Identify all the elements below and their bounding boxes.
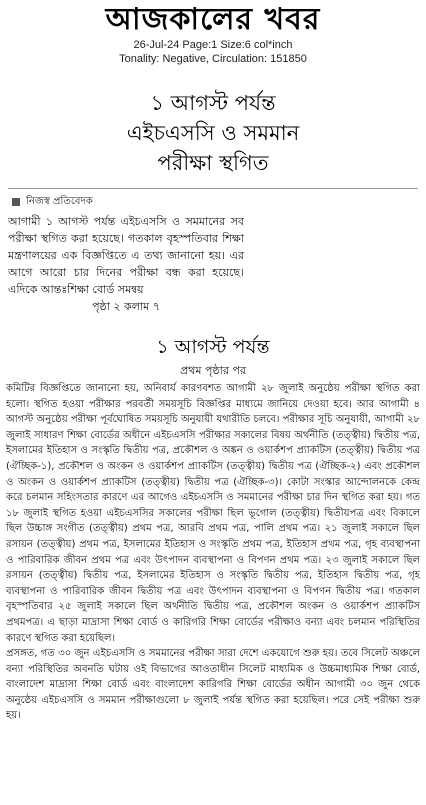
continued-note: পৃষ্ঠা ২ কলাম ৭ (92, 300, 160, 313)
byline-text: নিজস্ব প্রতিবেদক (26, 196, 93, 207)
article2-headline: ১ আগস্ট পর্যন্ত (156, 336, 270, 358)
lead-paragraph: আগামী ১ আগস্ট পর্যন্ত এইচএসসি ও সমমানের সব পরীক্ষা স্থগিত করা হয়েছে। গতকাল বৃহস্পতিবার শিক্ষা মন্ত্রণালয়ের এক বিজ্ঞপ্তিতে এ তথ্য জানানো হয়। এর আগে আরো চার দিনের পরীক্ষা বন্ধ করা হয়েছে। এদিকে আন্তঃশিক্ষা বোর্ড সমন্বয় (8, 215, 244, 296)
article1-lead (8, 213, 244, 298)
article1-headline (14, 88, 412, 178)
bullet-icon (12, 198, 20, 206)
article2-body (6, 381, 420, 785)
newspaper-name: আজকালের খবর (105, 2, 321, 37)
headline-line-2: এইচএসসি ও সমমান (126, 121, 300, 145)
divider (8, 188, 418, 189)
body-paragraph-1: কমিটির বিজ্ঞপ্তিতে জানানো হয়, অনিবার্য কারণবশত আগামী ২৮ জুলাই অনুষ্ঠেয় পরীক্ষা স্থগিত করা হলো। স্থগিত হওয়া পরীক্ষার পরবর্তী সময়সূচি বিজ্ঞপ্তির মাধ্যমে জানিয়ে দেওয়া হবে। আর আগামী ৪ আগস্ট অনুষ্ঠেয় পরীক্ষা পূর্বঘোষিত সময়সূচি অনুযায়ী যথারীতি চলবে। পরীক্ষার সূচি অনুযায়ী, আগামী ২৮ জুলাই সাধারণ শিক্ষা বোর্ডের অধীনে এইচএসসি পরীক্ষার সকালের বিষয় অর্থনীতি (তত্ত্বীয়) দ্বিতীয় পত্র, ইসলামের ইতিহাস ও সংস্কৃতি দ্বিতীয় পত্র, প্রকৌশল ও অঙ্কন ও ওয়ার্কশপ প্র্যাকটিস (তত্ত্বীয়) দ্বিতীয় পত্র (ঐচ্ছিক-১), প্রকৌশল ও অংকন ও ওয়ার্কশপ প্র্যাকটিস (তত্ত্বীয়) দ্বিতীয় পত্র (ঐচ্ছিক-২) এবং প্রকৌশল ও অংকন ও ওয়ার্কশপ প্র্যাকটিস (তত্ত্বীয়) দ্বিতীয় পত্র (ঐচ্ছিক-৩)। কোটা সংস্কার আন্দোলনকে কেন্দ্র করে চলমান সহিংসতার কারণে এর আগেও এইচএসসি ও সমমানের পরীক্ষা চার দিন স্থগিত করা হয়। গত ১৮ জুলাই স্থগিত হওয়া এইচএসসির সকালের পরীক্ষা ছিল ভূগোল (তত্ত্বীয়) দ্বিতীয়পত্র এবং বিকালে ছিল উচ্চাঙ্গ সংগীত (তত্ত্বীয়) প্রথম পত্র, আরবি প্রথম পত্র, পালি প্রথম পত্র। ২১ জুলাই সকালে ছিল রসায়ন (তত্ত্বীয়) প্রথম পত্র, ইসলামের ইতিহাস ও সংস্কৃতি প্রথম পত্র, ইতিহাস প্রথম পত্র, গৃহ ব্যবস্থাপনা ও পারিবারিক জীবন প্রথম পত্র এবং উৎপাদন ব্যবস্থাপনা ও বিপণন প্রথম পত্র। ২৩ জুলাই সকালে ছিল রসায়ন (তত্ত্বীয়) দ্বিতীয় পত্র, ইসলামের ইতিহাস ও সংস্কৃতি দ্বিতীয় পত্র, ইতিহাস দ্বিতীয় পত্র, গৃহ ব্যবস্থাপনা ও পারিবারিক জীবন দ্বিতীয় পত্র এবং উৎপাদন ব্যবস্থাপনা ও বিপণন দ্বিতীয় পত্র। গতকাল বৃহস্পতিবার ২৫ জুলাই সকালে ছিল অর্থনীতি দ্বিতীয় পত্র, প্রকৌশল অংকন ও ওয়ার্কশপ প্র্যাকটিস প্রথমপত্র। এ ছাড়া মাদ্রাসা শিক্ষা বোর্ড ও কারিগরি শিক্ষা বোর্ডের পরীক্ষাও বন্যা এবং চলমান পরিস্থিতির কারণে স্থগিত করা হয়েছিল। (6, 383, 420, 644)
article2-subhead: প্রথম পৃষ্ঠার পর (180, 364, 246, 377)
headline-line-3: পরীক্ষা স্থগিত (157, 151, 269, 175)
clip-meta-date-size: 26-Jul-24 Page:1 Size:6 col*inch (133, 39, 293, 51)
clip-meta (0, 38, 426, 66)
headline-line-1: ১ আগস্ট পর্যন্ত (150, 91, 276, 115)
body-paragraph-2: প্রসঙ্গত, গত ৩০ জুন এইচএসসি ও সমমানের পরীক্ষা সারা দেশে একযোগে শুরু হয়। তবে সিলেট অঞ্চলে বন্যা পরিস্থিতির অবনতি ঘটায় ওই বিভাগের আওতাধীন সিলেট মাধ্যমিক ও উচ্চমাধ্যমিক শিক্ষা বোর্ড, বাংলাদেশ মাদ্রাসা শিক্ষা বোর্ড এবং বাংলাদেশ কারিগরি শিক্ষা বোর্ডের অধীন আগামী ৩০ জুন থেকে অনুষ্ঠেয় এইচএসসি ও সমমান পরীক্ষাগুলো ৮ জুলাই পর্যন্ত স্থগিত করা হয়েছিল। পরে সেই পরীক্ষা শুরু হয়। (6, 648, 420, 722)
byline (12, 195, 426, 209)
masthead (0, 0, 426, 38)
clip-meta-tonality: Tonality: Negative, Circulation: 151850 (119, 53, 307, 65)
